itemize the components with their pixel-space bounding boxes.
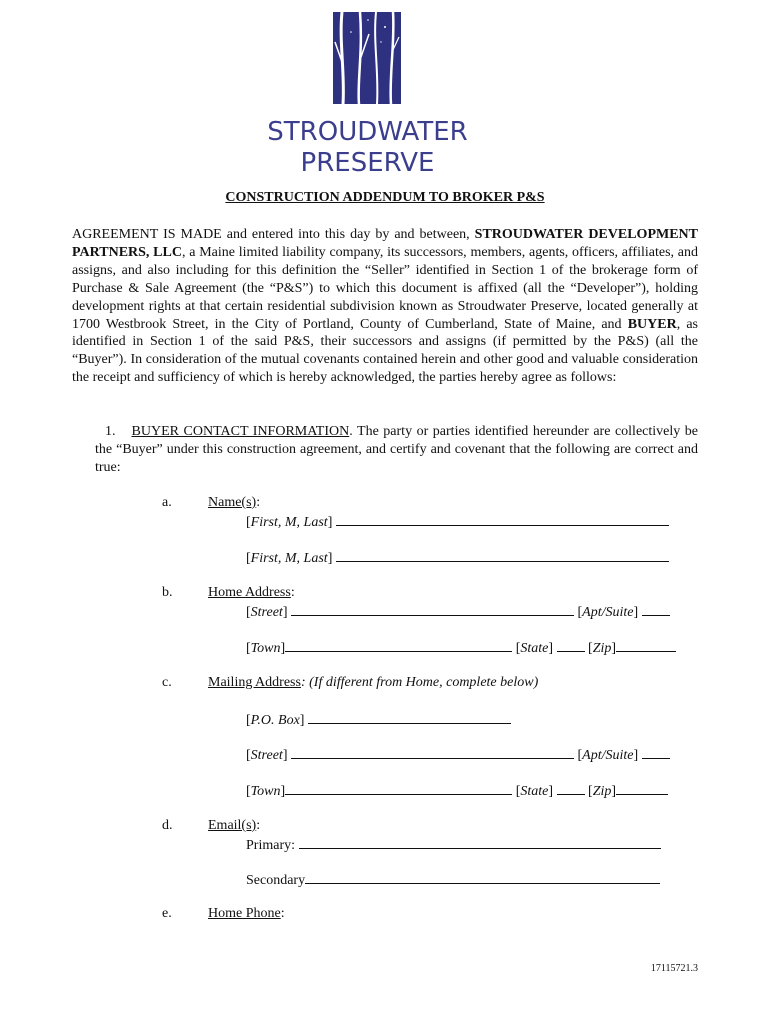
- mail-street-field[interactable]: [Street] [Apt/Suite]: [246, 746, 670, 764]
- stroudwater-logo: [265, 12, 470, 177]
- document-title: CONSTRUCTION ADDENDUM TO BROKER P&S: [225, 190, 545, 205]
- name-field-2[interactable]: [First, M, Last]: [246, 549, 669, 567]
- intro-text-1: AGREEMENT IS MADE and entered into this day by and between,: [72, 227, 475, 242]
- item-e-letter: e.: [162, 906, 172, 921]
- email-primary-field[interactable]: Primary:: [246, 836, 661, 854]
- item-e-title: Home Phone:: [208, 906, 285, 921]
- po-box-field[interactable]: [P.O. Box]: [246, 711, 511, 729]
- document-number: 17115721.3: [650, 963, 698, 974]
- logo-text-line1: STROUDWATER: [267, 117, 468, 147]
- seller-name: STROUDWATER DEVELOPMENT PARTNERS, LLC: [72, 227, 698, 260]
- item-a-title: Name(s):: [208, 495, 261, 510]
- section-1: [95, 423, 698, 477]
- mail-town-field[interactable]: [Town] [State] [Zip]: [246, 782, 668, 800]
- home-town-field[interactable]: [Town] [State] [Zip]: [246, 639, 676, 657]
- section-number: 1.: [105, 424, 116, 439]
- intro-paragraph: [72, 226, 698, 387]
- section-text: . The party or parties identified hereunder are collectively be the “Buyer” under this construction agreement, and certify and covenant that the following are correct and true:: [95, 424, 698, 475]
- intro-text-3: , as identified in Section 1 of the said P&S, their successors and assigns (if permitted by the P&S) (all the “Buyer”). In consideration of the mutual covenants contained herein and other good and valuable consideration the receipt and sufficiency of which is hereby acknowledged, the parties hereby agree as follows:: [72, 316, 698, 386]
- trees-logo-icon: [333, 12, 401, 104]
- intro-text-2: , a Maine limited liability company, its successors, members, agents, officers, affiliates, and assigns, and also including for this definition the “Seller” identified in Section 1 of the brokerage form of Purchase & Sale Agreement (the “P&S”) to which this document is affixed (all the “Developer”), holding development rights at that certain residential subdivision known as Stroudwater Preserve, located generally at 1700 Westbrook Street, in the City of Portland, County of Cumberland, State of Maine, and: [72, 244, 698, 332]
- item-b-letter: b.: [162, 585, 173, 600]
- item-c-title: Mailing Address: (If different from Home, complete below): [208, 675, 539, 690]
- email-secondary-field[interactable]: Secondary: [246, 871, 660, 889]
- buyer-label: BUYER: [627, 316, 677, 332]
- item-a-letter: a.: [162, 495, 172, 510]
- item-d-title: Email(s):: [208, 818, 261, 833]
- section-heading: BUYER CONTACT INFORMATION: [131, 424, 350, 439]
- logo-text-line2: PRESERVE: [300, 148, 435, 178]
- item-c-letter: c.: [162, 675, 172, 690]
- name-field-1[interactable]: [First, M, Last]: [246, 513, 669, 531]
- home-street-field[interactable]: [Street] [Apt/Suite]: [246, 603, 670, 621]
- item-b-title: Home Address:: [208, 585, 295, 600]
- item-d-letter: d.: [162, 818, 173, 833]
